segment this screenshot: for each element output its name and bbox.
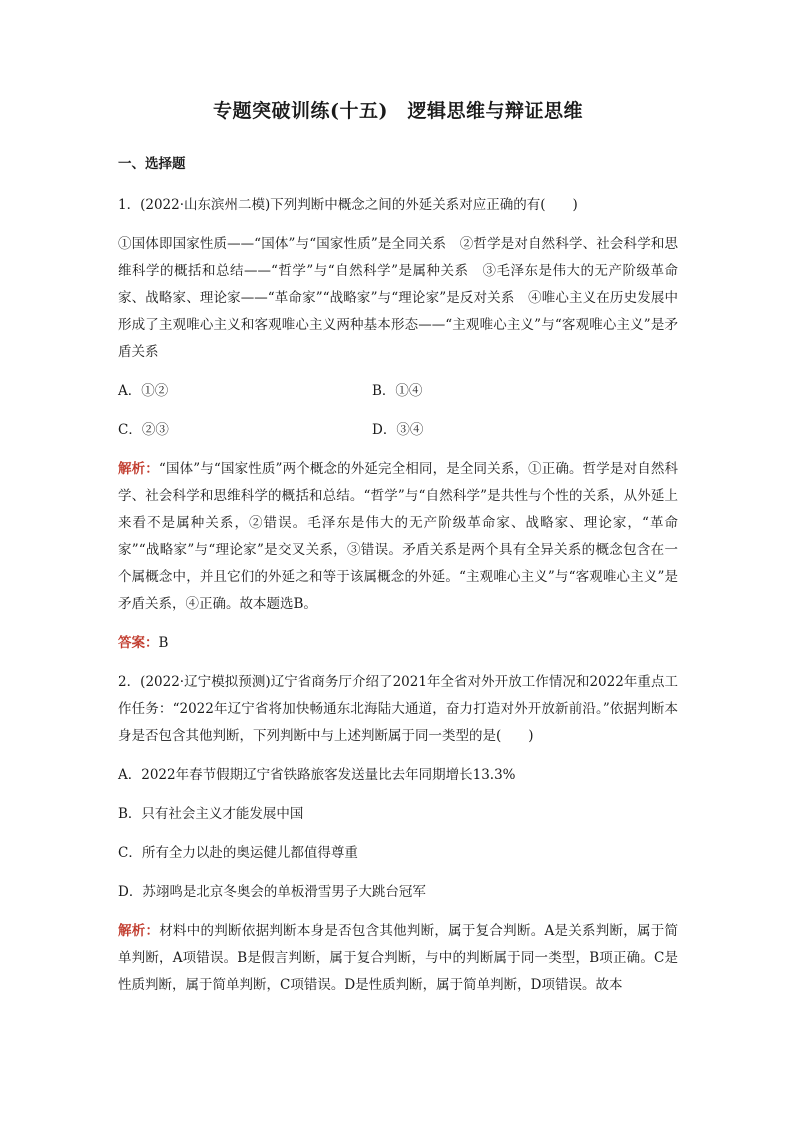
question-1 <box>118 192 678 657</box>
question-2 <box>118 669 678 999</box>
question-1-options-row-1 <box>118 378 678 405</box>
question-1-analysis <box>118 456 678 618</box>
question-2-analysis <box>118 918 678 999</box>
analysis-text: 材料中的判断依据判断本身是否包含其他判断，属于复合判断。A是关系判断，属于简单判断，A项错误。B是假言判断，属于复合判断，与中的判断属于同一类型，B项正确。C是性质判断，属于简单判断，C项错误。D是性质判断，属于简单判断，D项错误。故本 <box>118 923 679 993</box>
analysis-label: 解析： <box>118 923 160 939</box>
analysis-label: 解析： <box>118 461 159 477</box>
option-a: A．2022年春节假期辽宁省铁路旅客发送量比去年同期增长13.3% <box>118 767 516 783</box>
option-b: B．只有社会主义才能发展中国 <box>118 806 304 822</box>
page-title: 专题突破训练(十五) 逻辑思维与辩证思维 <box>213 100 583 122</box>
option-d: D．苏翊鸣是北京冬奥会的单板滑雪男子大跳台冠军 <box>118 884 426 900</box>
option-a: A．①② <box>118 383 169 399</box>
answer-label: 答案： <box>118 635 159 651</box>
question-2-stem: 2．(2022·辽宁模拟预测)辽宁省商务厅介绍了2021年全省对外开放工作情况和2022年重点工作任务：“2022年辽宁省将加快畅通东北海陆大通道，奋力打造对外开放新前沿。”依据判断本身是否包含其他判断，下列判断中与上述判断属于同一类型的是( ) <box>118 674 678 744</box>
option-c: C．所有全力以赴的奥运健儿都值得尊重 <box>118 845 358 861</box>
option-b: B．①④ <box>372 383 423 399</box>
option-c: C．②③ <box>118 422 169 438</box>
question-1-stem: 1．(2022·山东滨州二模)下列判断中概念之间的外延关系对应正确的有( ) <box>118 197 578 213</box>
option-d: D．③④ <box>372 422 424 438</box>
section-heading: 一、选择题 <box>118 156 186 172</box>
question-1-body: ①国体即国家性质——“国体”与“国家性质”是全同关系 ②哲学是对自然科学、社会科学和思维科学的概括和总结——“哲学”与“自然科学”是属种关系 ③毛泽东是伟大的无产阶级革命家、战略家、理论家——“革命家”“战略家”与“理论家”是反对关系 ④唯心主义在历史发展中形成了主观唯心主义和客观唯心主义两种基本形态——“主观唯心主义”与“客观唯心主义”是矛盾关系 <box>118 236 678 360</box>
analysis-text: “国体”与“国家性质”两个概念的外延完全相同，是全同关系，①正确。哲学是对自然科学、社会科学和思维科学的概括和总结。“哲学”与“自然科学”是共性与个性的关系，从外延上来看不是属种关系，②错误。毛泽东是伟大的无产阶级革命家、战略家、理论家，“革命家”“战略家”与“理论家”是交叉关系，③错误。矛盾关系是两个具有全异关系的概念包含在一个属概念中，并且它们的外延之和等于该属概念的外延。“主观唯心主义”与“客观唯心主义”是矛盾关系，④正确。故本题选B。 <box>118 461 678 612</box>
question-1-options-row-2 <box>118 417 678 444</box>
answer-value: B <box>158 635 169 651</box>
question-1-answer <box>118 630 678 657</box>
